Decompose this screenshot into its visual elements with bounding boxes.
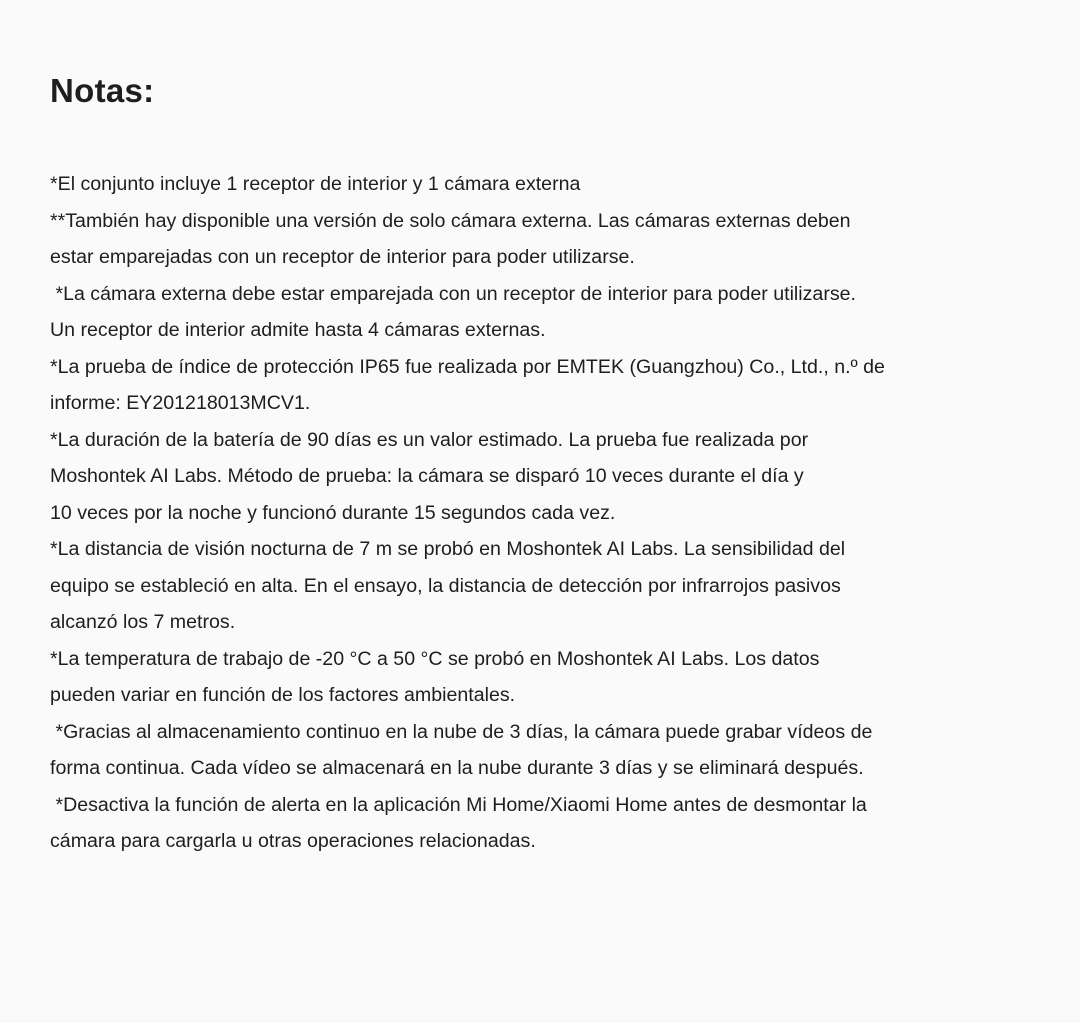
note-line: alcanzó los 7 metros. xyxy=(50,611,236,633)
note-line: estar emparejadas con un receptor de interior para poder utilizarse. xyxy=(50,246,635,268)
note-line: Moshontek AI Labs. Método de prueba: la cámara se disparó 10 veces durante el día y xyxy=(50,465,804,487)
note-line: informe: EY201218013MCV1. xyxy=(50,392,311,414)
note-line: 10 veces por la noche y funcionó durante 15 segundos cada vez. xyxy=(50,501,616,524)
note-line: *La temperatura de trabajo de -20 °C a 50 °C se probó en Moshontek AI Labs. Los datos xyxy=(50,647,820,670)
note-line: **También hay disponible una versión de solo cámara externa. Las cámaras externas deben xyxy=(50,209,851,232)
note-line: pueden variar en función de los factores ambientales. xyxy=(50,684,516,706)
note-line: Un receptor de interior admite hasta 4 cámaras externas. xyxy=(50,319,546,341)
note-line: *Desactiva la función de alerta en la aplicación Mi Home/Xiaomi Home antes de desmontar la xyxy=(50,793,867,816)
notes-list xyxy=(50,166,1060,860)
note-line: *Gracias al almacenamiento continuo en la nube de 3 días, la cámara puede grabar vídeos de xyxy=(50,720,873,743)
note-line: *La distancia de visión nocturna de 7 m se probó en Moshontek AI Labs. La sensibilidad del xyxy=(50,538,846,560)
note-line: *El conjunto incluye 1 receptor de interior y 1 cámara externa xyxy=(50,173,581,195)
note-line: forma continua. Cada vídeo se almacenará en la nube durante 3 días y se eliminará después. xyxy=(50,757,864,779)
note-line: *La prueba de índice de protección IP65 fue realizada por EMTEK (Guangzhou) Co., Ltd., n.º de xyxy=(50,355,885,378)
page-title: Notas: xyxy=(50,72,155,109)
note-line: *La cámara externa debe estar emparejada con un receptor de interior para poder utilizarse. xyxy=(50,282,856,305)
note-line: equipo se estableció en alta. En el ensayo, la distancia de detección por infrarrojos pasivos xyxy=(50,574,841,597)
note-line: cámara para cargarla u otras operaciones relacionadas. xyxy=(50,830,536,852)
note-line: *La duración de la batería de 90 días es un valor estimado. La prueba fue realizada por xyxy=(50,428,809,451)
